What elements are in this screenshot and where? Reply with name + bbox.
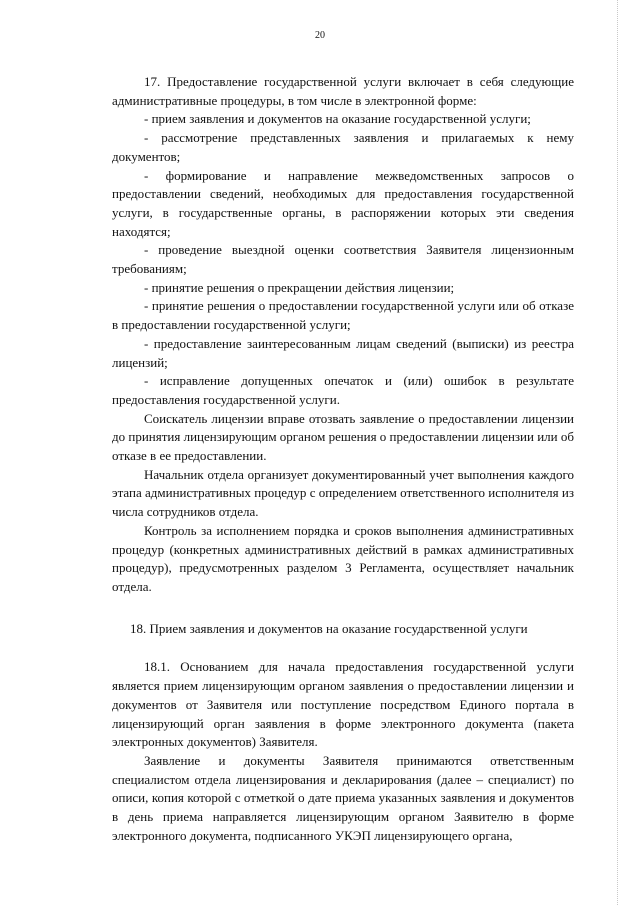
paragraph-control: Контроль за исполнением порядка и сроков выполнения административных процедур (конкретных административных действий в рамках административных процедур), предусмотренных разделом 3 Регламента, осуществляет начальник отдела. xyxy=(112,522,574,594)
list-item: - проведение выездной оценки соответствия Заявителя лицензионным требованиям; xyxy=(112,242,574,277)
list-item: - принятие решения о прекращении действия лицензии; xyxy=(144,279,455,295)
document-body xyxy=(112,73,574,845)
list-item: - принятие решения о предоставлении государственной услуги или об отказе в предоставлении государственной услуги; xyxy=(112,298,574,333)
paragraph-18-1: 18.1. Основанием для начала предоставления государственной услуги является прием лицензирующим органом заявления о предоставлении лицензии и документов от Заявителя или поступление посредством Единого портала в лицензирующий орган заявления в форме электронного документа (пакета электронных документов) Заявителя. xyxy=(112,659,574,750)
paragraph-acceptance: Заявление и документы Заявителя принимаются ответственным специалистом отдела лицензирования и декларирования (далее – специалист) по описи, копия которой с отметкой о дате приема указанных заявления и документов в день приема направляется лицензирующим органом Заявителю в форме электронного документа, подписанного УКЭП лицензирующего органа, xyxy=(112,752,574,843)
margin-dotted-line xyxy=(617,0,618,905)
paragraph-department-head: Начальник отдела организует документированный учет выполнения каждого этапа административных процедур с определением ответственного исполнителя из числа сотрудников отдела. xyxy=(112,466,574,520)
list-item: - прием заявления и документов на оказание государственной услуги; xyxy=(144,111,531,127)
list-item: - формирование и направление межведомственных запросов о предоставлении сведений, необходимых для предоставления государственной услуги, в государственные органы, в распоряжении которых эти сведения находятся; xyxy=(112,167,574,239)
section-17-intro: 17. Предоставление государственной услуги включает в себя следующие административные процедуры, в том числе в электронной форме: xyxy=(112,74,574,108)
list-item: - исправление допущенных опечаток и (или) ошибок в результате предоставления государственной услуги. xyxy=(112,373,574,407)
section-18-heading: 18. Прием заявления и документов на оказание государственной услуги xyxy=(130,620,528,636)
list-item: - рассмотрение представленных заявления и прилагаемых к нему документов; xyxy=(112,130,574,164)
list-item: - предоставление заинтересованным лицам сведений (выписки) из реестра лицензий; xyxy=(112,335,574,370)
page-number: 20 xyxy=(315,30,325,41)
paragraph-withdraw: Соискатель лицензии вправе отозвать заявление о предоставлении лицензии до принятия лицензирующим органом решения о предоставлении лицензии или об отказе в ее предоставлении. xyxy=(112,410,574,464)
